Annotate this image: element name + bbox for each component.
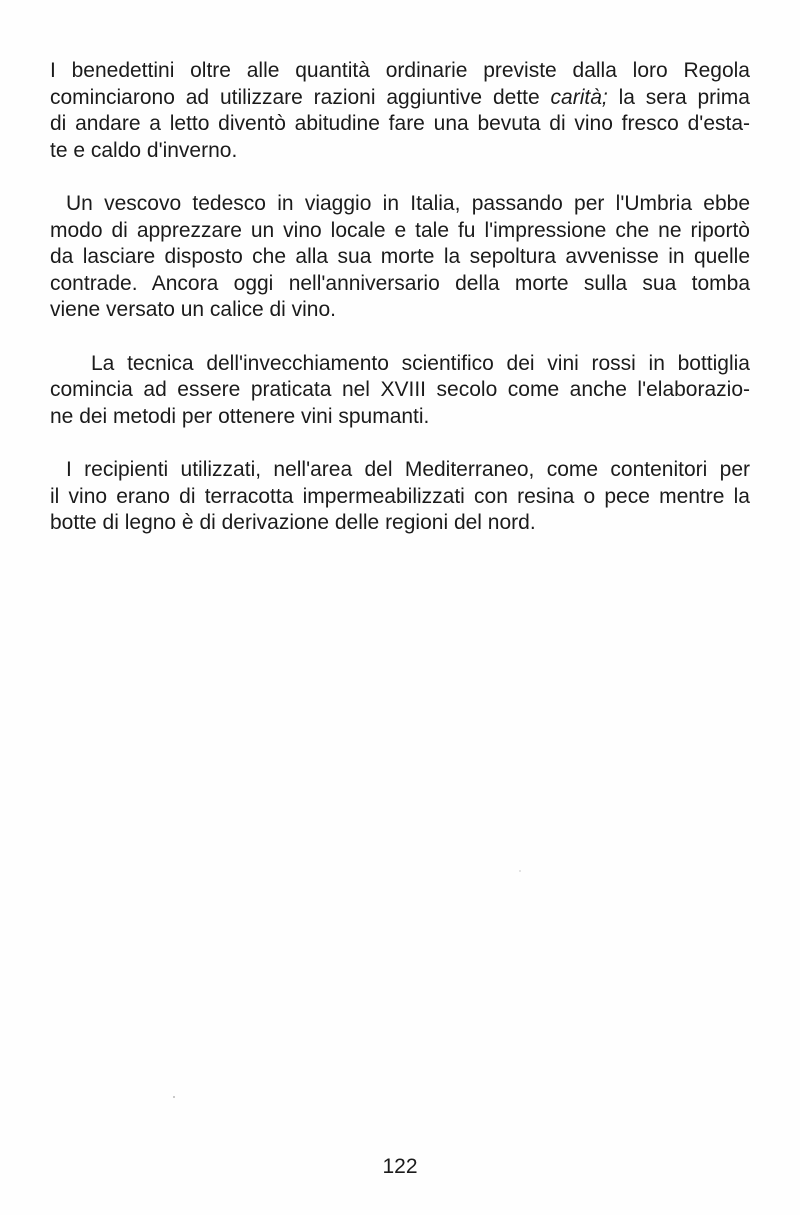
text-line: [50, 85, 750, 112]
text-line: da lasciare disposto che alla sua morte la sepoltura avvenisse in quelle: [50, 245, 750, 268]
text-line: La tecnica dell'invecchiamento scientifico dei vini rossi in bottiglia: [91, 351, 750, 375]
paper-speck: [519, 870, 521, 872]
text-line: te e caldo d'inverno.: [50, 138, 238, 162]
text-line: comincia ad essere praticata nel XVIII secolo come anche l'elaborazio-: [50, 378, 750, 401]
text-segment: cominciarono ad utilizzare razioni aggiuntive dette: [50, 85, 540, 109]
text-line: Un vescovo tedesco in viaggio in Italia, passando per l'Umbria ebbe: [66, 192, 750, 215]
text-line: I benedettini oltre alle quantità ordinarie previste dalla loro Regola: [50, 59, 750, 82]
paragraph-bishop: [50, 191, 750, 324]
text-line: di andare a letto diventò abitudine fare una bevuta di vino fresco d'esta-: [50, 112, 750, 135]
paragraph-containers: [50, 457, 750, 537]
paragraph-aging: [50, 351, 750, 431]
text-line: botte di legno è di derivazione delle regioni del nord.: [50, 511, 536, 534]
text-line: ne dei metodi per ottenere vini spumanti.: [50, 404, 430, 428]
body-text: [50, 58, 750, 564]
text-line: I recipienti utilizzati, nell'area del Mediterraneo, come contenitori per: [66, 458, 750, 481]
paper-speck: [173, 1096, 175, 1098]
paragraph-benedictines: [50, 58, 750, 164]
text-line: contrade. Ancora oggi nell'anniversario della morte sulla sua tomba: [50, 271, 750, 295]
text-line: modo di apprezzare un vino locale e tale fu l'impressione che ne riportò: [50, 218, 750, 242]
page-number: 122: [382, 1155, 418, 1178]
text-line: viene versato un calice di vino.: [50, 298, 336, 321]
text-line: il vino erano di terracotta impermeabilizzati con resina o pece mentre la: [50, 484, 750, 508]
text-segment: la sera prima: [618, 85, 750, 109]
emphasis-word: carità;: [550, 85, 608, 109]
